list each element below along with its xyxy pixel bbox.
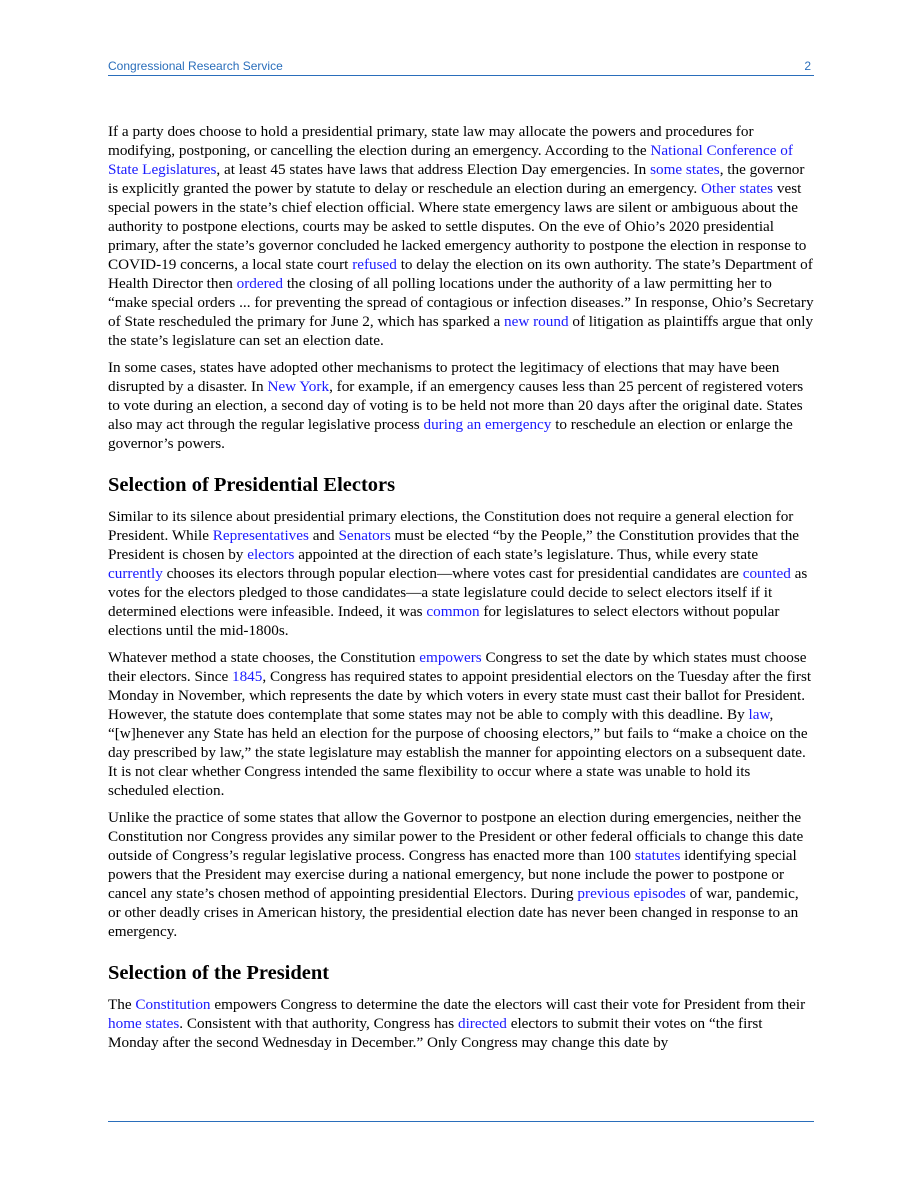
paragraph-text: chooses its electors through popular election—where votes cast for presidential candidates are	[162, 565, 743, 582]
section-primaries	[108, 122, 814, 453]
inline-link[interactable]: Representatives	[212, 527, 309, 544]
document-body	[108, 122, 814, 1060]
paragraph-text: , the governor is explicitly granted the power by statute to delay or reschedule an election during an emergency.	[108, 161, 805, 197]
paragraph-text: . Consistent with that authority, Congress has	[179, 1015, 458, 1032]
inline-link[interactable]: common	[426, 603, 480, 620]
footer-rule	[108, 1121, 814, 1122]
paragraph-text: must be elected “by the People,” the Constitution provides that the President is chosen by	[108, 527, 800, 563]
paragraph-text: The	[108, 996, 136, 1013]
inline-link[interactable]: currently	[108, 565, 163, 582]
paragraph-text: , Congress has required states to appoint presidential electors on the Tuesday after the first Monday in November, which represents the date by which voters in every state must cast their ballot for President. However, the statute does contemplate that some states may not be able to comply with this deadline. By	[108, 668, 812, 723]
paragraph-text: and	[308, 527, 339, 544]
paragraph-text: identifying special powers that the President may exercise during a national emergency, but none include the power to postpone or cancel any state’s chosen method of appointing presidential Electors. During	[108, 847, 797, 902]
paragraph	[108, 507, 814, 640]
paragraph-text: , at least 45 states have laws that address Election Day emergencies. In	[216, 161, 651, 178]
inline-link[interactable]: Constitution	[135, 996, 211, 1013]
paragraph-text: as votes for the electors pledged to those candidates—a state legislature could decide to select electors itself if it determined elections were infeasible. Indeed, it was	[108, 565, 808, 620]
header-org-name: Congressional Research Service	[108, 59, 283, 73]
paragraph-text: of war, pandemic, or other deadly crises in American history, the presidential election date has never been changed in response to an emergency.	[108, 885, 799, 940]
inline-link[interactable]: empowers	[419, 649, 482, 666]
heading-selection-of-presidential-electors: Selection of Presidential Electors	[108, 474, 396, 496]
paragraph-text: electors to submit their votes on “the first Monday after the second Wednesday in December.” Only Congress may change this date by	[108, 1015, 763, 1051]
page-header	[108, 58, 814, 76]
inline-link[interactable]: New York	[267, 378, 330, 395]
inline-link[interactable]: refused	[352, 256, 397, 273]
paragraph-text: Whatever method a state chooses, the Constitution	[108, 649, 420, 666]
page-number: 2	[804, 59, 811, 73]
inline-link[interactable]: Senators	[338, 527, 391, 544]
paragraph	[108, 358, 814, 453]
section-electors	[108, 507, 814, 941]
inline-link[interactable]: counted	[742, 565, 791, 582]
inline-link[interactable]: directed	[457, 1015, 507, 1032]
section-president	[108, 995, 814, 1052]
paragraph-text: If a party does choose to hold a presidential primary, state law may allocate the powers and procedures for modifying, postponing, or cancelling the election during an emergency. According to the	[108, 123, 754, 159]
inline-link[interactable]: ordered	[236, 275, 284, 292]
paragraph-text: of litigation as plaintiffs argue that only the state’s legislature can set an election date.	[108, 313, 814, 349]
paragraph	[108, 995, 814, 1052]
inline-link[interactable]: Other states	[700, 180, 774, 197]
heading-selection-of-the-president: Selection of the President	[108, 962, 330, 984]
paragraph-text: , for example, if an emergency causes less than 25 percent of registered voters to vote during an election, a second day of voting is to be held not more than 20 days after the original date. States also may act through the regular legislative process	[108, 378, 804, 433]
inline-link[interactable]: during an emergency	[423, 416, 552, 433]
paragraph-text: the closing of all polling locations under the authority of a law permitting her to “make special orders ... for preventing the spread of contagious or infection diseases.” In response, Ohio’s Secretary of State rescheduled the primary for June 2, which has sparked a	[108, 275, 814, 330]
paragraph-text: , “[w]henever any State has held an election for the purpose of choosing electors,” but fails to “make a choice on the day prescribed by law,” the state legislature may establish the manner for appointing electors on a subsequent date. It is not clear whether Congress intended the same flexibility to occur where a state was unable to hold its scheduled election.	[108, 706, 808, 799]
inline-link[interactable]: home states	[108, 1015, 180, 1032]
inline-link[interactable]: electors	[247, 546, 295, 563]
inline-link[interactable]: National Conference of State Legislatures	[108, 142, 793, 178]
paragraph-text: empowers Congress to determine the date the electors will cast their vote for President from their	[210, 996, 806, 1013]
inline-link[interactable]: law	[748, 706, 770, 723]
paragraph	[108, 122, 814, 350]
inline-link[interactable]: 1845	[231, 668, 263, 685]
inline-link[interactable]: new round	[504, 313, 569, 330]
paragraph-text: for legislatures to select electors without popular elections until the mid-1800s.	[108, 603, 780, 639]
paragraph-text: Congress to set the date by which states must choose their electors. Since	[108, 649, 807, 685]
paragraph-text: appointed at the direction of each state’s legislature. Thus, while every state	[294, 546, 759, 563]
paragraph	[108, 808, 814, 941]
paragraph-text: vest special powers in the state’s chief election official. Where state emergency laws are silent or ambiguous about the authority to postpone elections, courts may be asked to settle disputes. On the eve of Ohio’s 2020 presidential primary, after the state’s governor concluded he lacked emergency authority to postpone the election in response to COVID-19 concerns, a local state court	[108, 180, 807, 273]
inline-link[interactable]: statutes	[634, 847, 681, 864]
inline-link[interactable]: some states	[650, 161, 720, 178]
paragraph-text: to reschedule an election or enlarge the governor’s powers.	[108, 416, 793, 452]
paragraph-text: Unlike the practice of some states that allow the Governor to postpone an election during emergencies, neither the Constitution nor Congress provides any similar power to the President or other federal officials to change this date outside of Congress’s regular legislative process. Congress has enacted more than 100	[108, 809, 804, 864]
inline-link[interactable]: previous episodes	[577, 885, 686, 902]
paragraph	[108, 648, 814, 800]
paragraph-text: In some cases, states have adopted other mechanisms to protect the legitimacy of elections that may have been disrupted by a disaster. In	[108, 359, 780, 395]
paragraph-text: Similar to its silence about presidential primary elections, the Constitution does not require a general election for President. While	[108, 508, 794, 544]
paragraph-text: to delay the election on its own authority. The state’s Department of Health Director then	[108, 256, 813, 292]
